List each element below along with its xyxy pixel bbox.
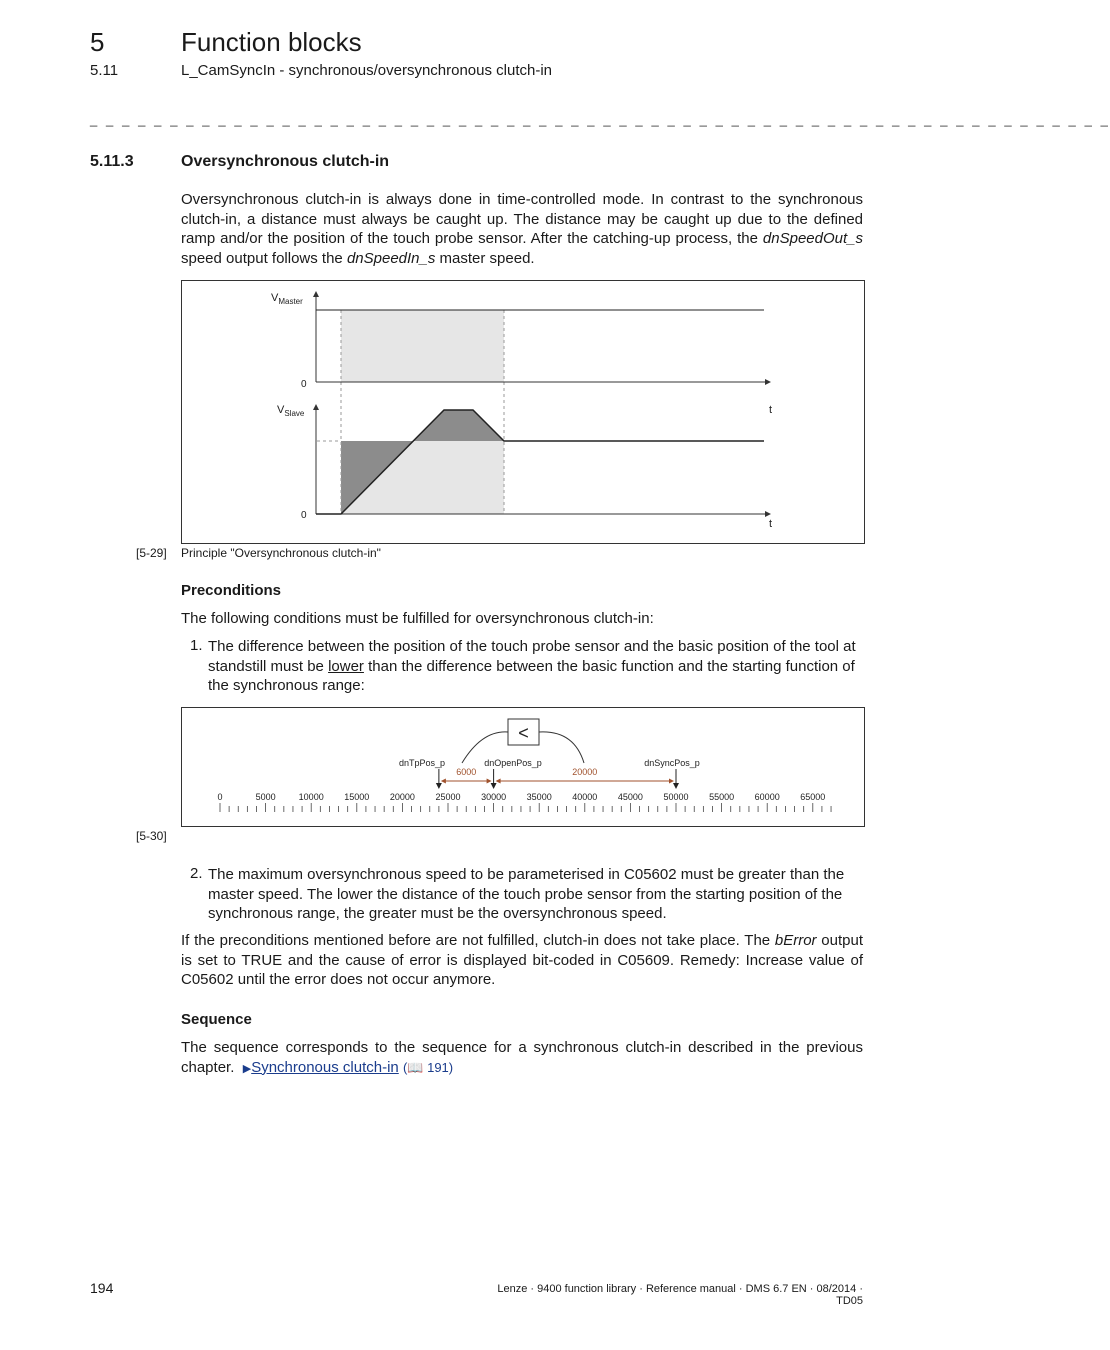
right-arc [539,732,584,763]
master-axis-arrow [765,379,771,385]
scale-label-12: 60000 [754,792,780,802]
slave-zero-label: 0 [301,510,307,521]
scale-label-3: 15000 [344,792,370,802]
master-shaded-area [341,310,504,382]
subchapter-number: 5.11 [90,62,119,79]
scale-label-1: 5000 [255,792,276,802]
list-item-2: The maximum oversynchronous speed to be parameterised in C05602 must be greater than the master speed. The lower the distance of the touch probe sensor from the starting position of the synchronous range, the greater must be the oversynchronous speed. [208,866,845,922]
figure-principle-diagram [181,280,865,544]
chapter-title: Function blocks [181,27,362,57]
distance-tp-open: 6000 [456,767,477,777]
marker-arrow-tp [436,783,442,789]
var-speed-out: dnSpeedOut_s [762,230,863,247]
slave-axis-label: $V_{Slave}$ [277,404,305,418]
scale-label-13: 65000 [800,792,826,802]
synchronous-clutch-in-link[interactable]: Synchronous clutch-in [251,1058,399,1076]
distance-arrow-left-0 [441,779,446,784]
distance-arrow-right-0 [487,779,492,784]
scale-label-4: 20000 [389,792,415,802]
compare-symbol: < [518,723,529,743]
preconditions-intro: The following conditions must be fulfilled for oversynchronous clutch-in: [181,610,654,627]
marker-arrow-open [491,783,497,789]
scale-label-11: 55000 [709,792,735,802]
subchapter-title: L_CamSyncIn - synchronous/oversynchronous clutch-in [181,62,553,79]
open-pos-label: dnOpenPos_p [484,758,542,768]
list-item-1: The difference between the position of the touch probe sensor and the basic position of the tool at standstill must be lower than the difference between the basic function and the starting function of the synchronous range: [208,638,856,694]
scale-label-8: 40000 [572,792,598,802]
scale-label-0: 0 [217,792,223,802]
slave-t-label: t [769,518,773,530]
figure2-caption-number: [5-30] [136,829,167,843]
var-speed-in: dnSpeedIn_s [346,249,436,267]
section-title: Oversynchronous clutch-in [181,153,390,170]
var-berror: bError [774,932,817,949]
slave-axis-arrow [765,511,771,517]
principle-diagram-svg [182,281,864,543]
distance-arrow-right-1 [669,779,674,784]
distance-arrow-left-1 [496,779,501,784]
position-scale-svg [182,708,864,826]
tp-pos-label: dnTpPos_p [398,758,446,768]
scale-labels [217,792,825,802]
figure-position-scale [181,707,865,827]
sync-pos-label: dnSyncPos_p [644,758,700,768]
catch-up-area [414,410,504,441]
book-icon: 📖 [407,1059,424,1075]
link-arrow-icon: ▶ [242,1062,252,1075]
scale-label-2: 10000 [298,792,324,802]
header-divider: _ _ _ _ _ _ _ _ _ _ _ _ _ _ _ _ _ _ _ _ _ _ _ _ _ _ _ _ _ _ _ _ _ _ _ _ _ _ _ _ _ _ _ _ _ _ _ _ _ _ _ _ _ _ _ _ _ _ _ _ _ _ _ _ [90,112,1110,127]
chapter-number: 5 [90,27,105,57]
underlined-lower: lower [328,657,364,675]
scale-label-9: 45000 [617,792,643,802]
figure1-caption-number: [5-29] [136,546,167,560]
master-t-label: t [769,404,773,416]
sequence-paragraph: The sequence corresponds to the sequence for a synchronous clutch-in described in the previous chapter. ▶Synchronous clutch-in (📖 191) [181,1039,863,1076]
marker-arrow-sync [673,783,679,789]
master-axis-label: $V_{Master}$ [271,292,303,306]
sequence-heading: Sequence [181,1011,252,1028]
list-item-2-number: 2. [190,865,203,882]
page-reference[interactable]: (📖 191) [402,1059,454,1075]
page-number: 194 [90,1280,114,1296]
error-paragraph: If the preconditions mentioned before are not fulfilled, clutch-in does not take place. The bError output is set to TRUE and the cause of error is displayed bit-coded in C05609. Remedy: Increase value of C05602 until the error does not occur anymore. [181,932,864,988]
distance-open-sync: 20000 [572,767,598,777]
preconditions-heading: Preconditions [181,582,282,599]
scale-label-10: 50000 [663,792,689,802]
list-item-1-number: 1. [190,637,203,654]
figure1-caption: Principle "Oversynchronous clutch-in" [181,546,381,560]
scale-label-7: 35000 [526,792,552,802]
scale-label-5: 25000 [435,792,461,802]
master-zero-label: 0 [301,379,307,390]
intro-paragraph: Oversynchronous clutch-in is always done in time-controlled mode. In contrast to the synchronous clutch-in, a distance must always be caught up. The distance may be caught up due to the defined ramp and/or the position of the touch probe sensor. After the catching-up process, the dnSpeedOut_s speed output follows the dnSpeedIn_s master speed. [181,191,863,267]
section-number: 5.11.3 [90,153,134,170]
distance-arrows [441,779,674,784]
footer-text: Lenze · 9400 function library · Reference manual · DMS 6.7 EN · 08/2014 · TD05 [497,1283,863,1307]
scale-ruler [220,803,831,812]
scale-label-6: 30000 [481,792,507,802]
